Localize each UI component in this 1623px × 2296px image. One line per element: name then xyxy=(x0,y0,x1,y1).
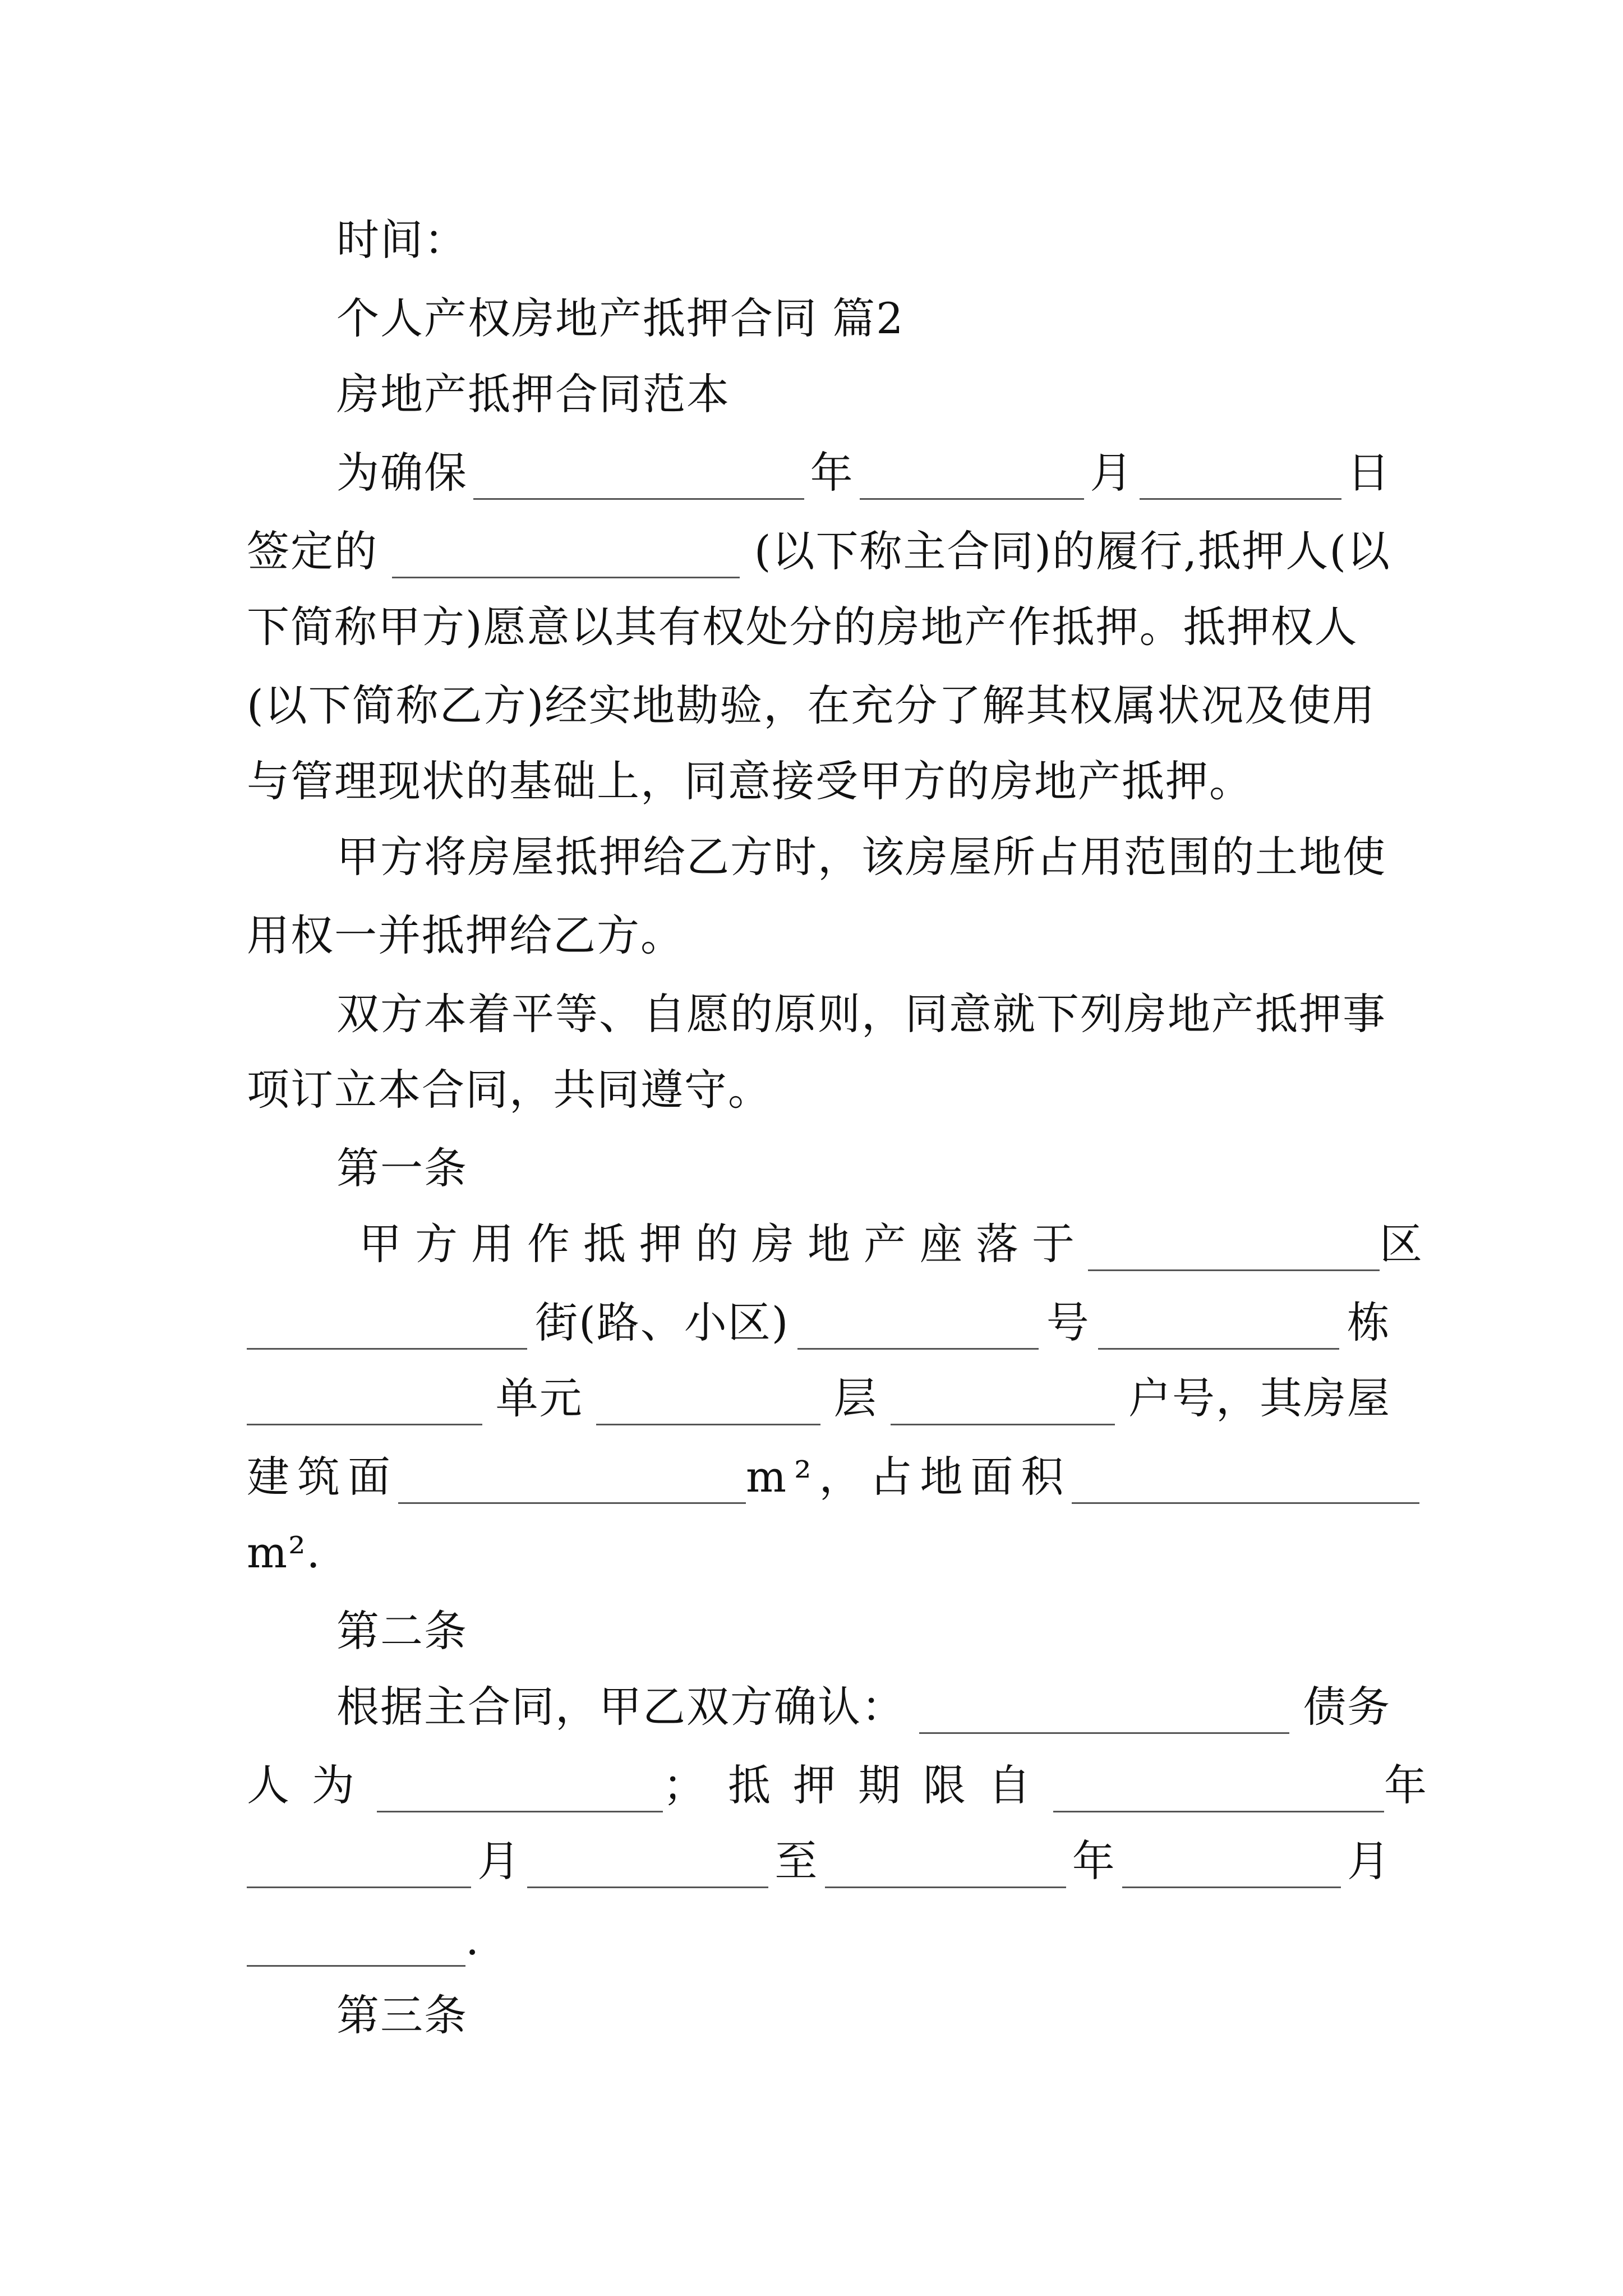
article-1-line-1 xyxy=(359,1217,1423,1271)
text-segment: 层 xyxy=(833,1373,878,1423)
text-segment: 人为 xyxy=(247,1760,377,1810)
article-2-title: 第二条 xyxy=(336,1606,468,1656)
article-1-title: 第一条 xyxy=(336,1143,468,1193)
fill-in-blank xyxy=(247,1311,527,1350)
text-segment: 月 xyxy=(477,1836,522,1886)
paragraph-3-line-1: 双方本着平等、自愿的原则，同意就下列房地产抵押事 xyxy=(336,989,1386,1039)
text-segment: (以下称主合同)的履行,抵押人(以 xyxy=(754,526,1391,576)
fill-in-blank xyxy=(247,1928,465,1967)
document-subtitle: 房地产抵押合同范本 xyxy=(336,369,730,419)
paragraph-1-line-5: 与管理现状的基础上，同意接受甲方的房地产抵押。 xyxy=(247,756,1253,806)
fill-in-blank xyxy=(1122,1849,1341,1888)
text-segment: 债务 xyxy=(1303,1682,1391,1732)
paragraph-2-line-1: 甲方将房屋抵押给乙方时，该房屋所占用范围的土地使 xyxy=(336,832,1386,882)
text-segment: . xyxy=(465,1915,481,1964)
text-segment: 月 xyxy=(1347,1836,1391,1886)
text-segment: 年 xyxy=(1384,1760,1428,1810)
fill-in-blank xyxy=(1140,461,1341,500)
article-1-line-3 xyxy=(247,1372,1391,1425)
fill-in-blank xyxy=(797,1311,1039,1350)
fill-in-blank xyxy=(1053,1774,1384,1812)
fill-in-blank xyxy=(392,540,740,578)
time-label: 时间： xyxy=(336,215,468,265)
fill-in-blank xyxy=(398,1465,746,1504)
text-segment: ；抵押期限自 xyxy=(663,1760,1053,1810)
paragraph-1-line-2 xyxy=(247,524,1391,578)
text-segment: 栋 xyxy=(1347,1297,1391,1347)
text-segment: 甲方用作抵押的房地产座落于 xyxy=(359,1219,1088,1269)
article-2-line-1 xyxy=(336,1680,1391,1734)
article-3-title: 第三条 xyxy=(336,1990,468,2040)
text-segment: 户号，其房屋 xyxy=(1128,1373,1391,1423)
fill-in-blank xyxy=(1088,1232,1380,1271)
text-segment: 为确保 xyxy=(336,448,468,498)
article-1-line-2 xyxy=(247,1296,1391,1350)
article-2-line-2 xyxy=(247,1759,1428,1812)
article-2-line-3 xyxy=(247,1834,1391,1888)
text-segment: 签定的 xyxy=(247,526,378,576)
text-segment: 月 xyxy=(1090,448,1134,498)
fill-in-blank xyxy=(919,1695,1289,1734)
paragraph-1-line-4: (以下简称乙方)经实地勘验，在充分了解其权属状况及使用 xyxy=(247,680,1376,730)
paragraph-3-line-2: 项订立本合同，共同遵守。 xyxy=(247,1065,772,1115)
fill-in-blank xyxy=(473,461,804,500)
text-segment: 街(路、小区) xyxy=(535,1297,790,1347)
fill-in-blank xyxy=(377,1774,663,1812)
paragraph-1-line-1 xyxy=(336,446,1391,500)
article-1-line-4 xyxy=(247,1450,1391,1504)
text-segment: 根据主合同，甲乙双方确认： xyxy=(336,1682,905,1732)
text-segment: m²，占地面积 xyxy=(746,1452,1072,1502)
paragraph-2-line-2: 用权一并抵押给乙方。 xyxy=(247,910,684,960)
article-1-line-5: m². xyxy=(247,1527,321,1577)
fill-in-blank xyxy=(1098,1311,1339,1350)
fill-in-blank xyxy=(1072,1465,1419,1504)
text-segment: 年 xyxy=(810,448,854,498)
fill-in-blank xyxy=(860,461,1084,500)
fill-in-blank xyxy=(825,1849,1066,1888)
text-segment: 日 xyxy=(1347,448,1391,498)
fill-in-blank xyxy=(527,1849,768,1888)
text-segment: 年 xyxy=(1072,1836,1116,1886)
text-segment: 至 xyxy=(774,1836,819,1886)
section-heading: 个人产权房地产抵押合同 篇2 xyxy=(336,293,905,343)
fill-in-blank xyxy=(596,1387,820,1425)
fill-in-blank xyxy=(247,1387,482,1425)
text-segment: 单元 xyxy=(495,1373,583,1423)
text-segment: 区 xyxy=(1380,1219,1423,1269)
article-2-line-4 xyxy=(247,1913,1391,1967)
paragraph-1-line-3: 下简称甲方)愿意以其有权处分的房地产作抵押。抵押权人 xyxy=(247,602,1358,652)
text-segment: 建筑面 xyxy=(247,1452,398,1502)
fill-in-blank xyxy=(891,1387,1115,1425)
fill-in-blank xyxy=(247,1849,471,1888)
text-segment: 号 xyxy=(1046,1297,1090,1347)
